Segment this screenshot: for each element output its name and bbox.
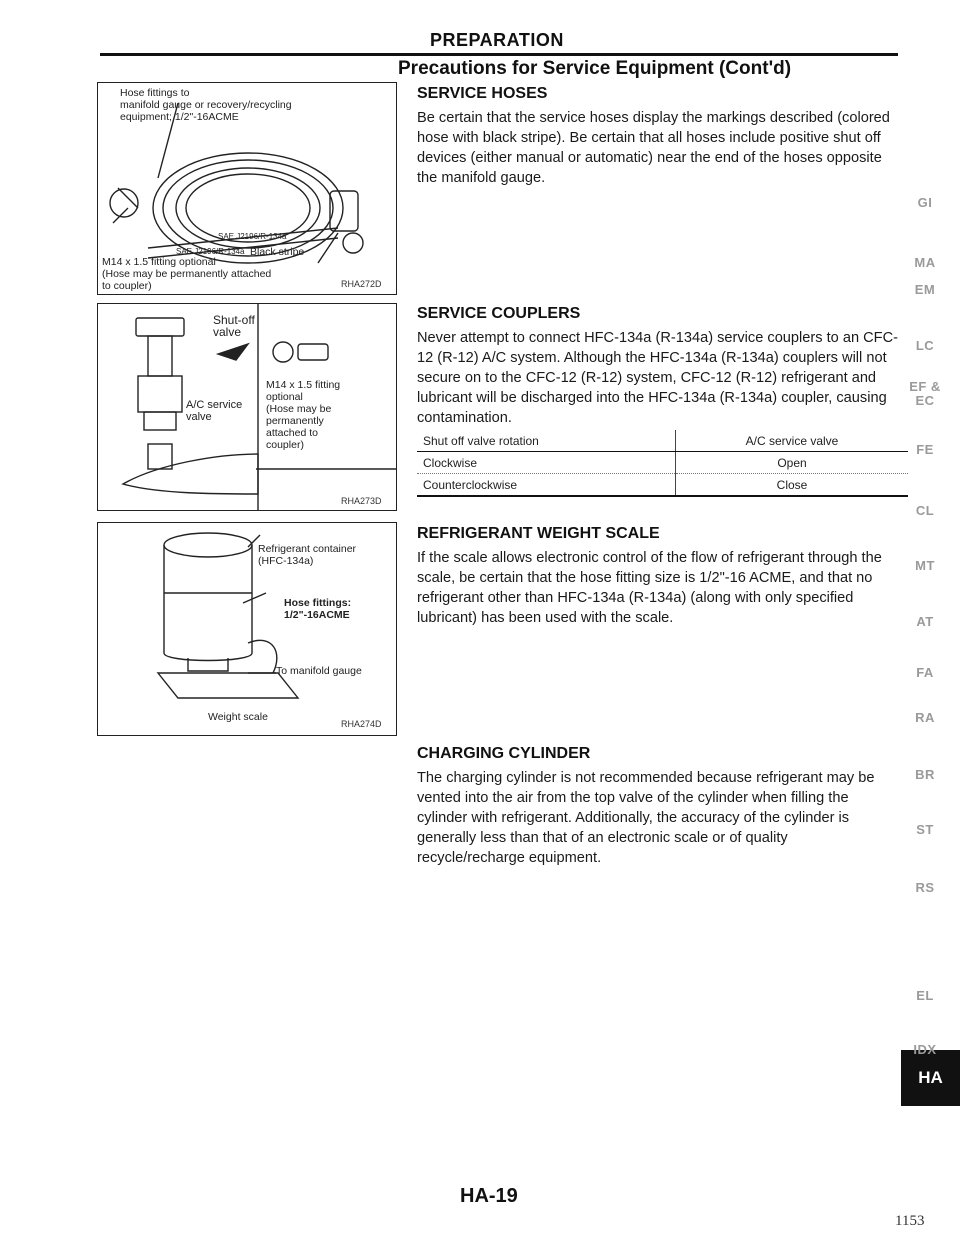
table-row bbox=[417, 474, 908, 497]
side-index-ma[interactable]: MA bbox=[914, 255, 936, 270]
valve-rotation-table bbox=[417, 430, 908, 497]
page-label: HA-19 bbox=[460, 1185, 518, 1207]
fig3-label-manifold: To manifold gauge bbox=[276, 665, 362, 677]
fig3-label-container: Refrigerant container (HFC-134a) bbox=[258, 543, 357, 567]
figure-shutoff-valve bbox=[97, 303, 397, 511]
heading-charging-cylinder: CHARGING CYLINDER bbox=[417, 745, 591, 762]
table-header-row bbox=[417, 430, 908, 452]
side-index-fe[interactable]: FE bbox=[916, 442, 934, 457]
side-index-st[interactable]: ST bbox=[916, 822, 934, 837]
fig3-label-scale: Weight scale bbox=[208, 711, 268, 723]
fig2-label-shutoff: Shut-off valve bbox=[213, 313, 255, 339]
table-header-rotation: Shut off valve rotation bbox=[417, 430, 676, 452]
page-header-title: PREPARATION bbox=[430, 30, 564, 50]
side-index-br[interactable]: BR bbox=[915, 767, 935, 782]
section-title: Precautions for Service Equipment (Cont'd) bbox=[398, 58, 792, 79]
side-index-lc[interactable]: LC bbox=[915, 338, 935, 353]
fig1-code: RHA272D bbox=[341, 279, 382, 289]
table-cell: Counterclockwise bbox=[417, 474, 676, 497]
heading-refrigerant-weight-scale: REFRIGERANT WEIGHT SCALE bbox=[417, 525, 660, 542]
fig1-label-fitting: M14 x 1.5 fitting optional (Hose may be permanently attached to coupler) bbox=[102, 256, 272, 292]
side-index-ra[interactable]: RA bbox=[915, 710, 935, 725]
fig1-label-fittings: Hose fittings to manifold gauge or recovery/recycling equipment; 1/2"-16ACME bbox=[120, 87, 292, 123]
fig2-label-acvalve: A/C service valve bbox=[186, 399, 243, 423]
table-header-valve: A/C service valve bbox=[676, 430, 909, 452]
fig3-label-fittings: Hose fittings: 1/2"-16ACME bbox=[284, 597, 352, 621]
side-index-em[interactable]: EM bbox=[914, 282, 936, 297]
side-index-fa[interactable]: FA bbox=[916, 665, 934, 680]
heading-service-hoses: SERVICE HOSES bbox=[417, 85, 548, 102]
side-index-idx[interactable]: IDX bbox=[913, 1042, 937, 1057]
side-index-el[interactable]: EL bbox=[916, 988, 934, 1003]
side-index-mt[interactable]: MT bbox=[915, 558, 935, 573]
side-index-gi[interactable]: GI bbox=[917, 195, 933, 210]
table-cell: Close bbox=[676, 474, 909, 497]
text-service-hoses: Be certain that the service hoses display the markings described (colored hose with black stripe). Be certain that all hoses include positive shut off devices (either manual or automatic) near the end of the hoses opposite the manifold gauge. bbox=[417, 110, 890, 186]
side-index-ef-ec[interactable]: EF & EC bbox=[909, 379, 941, 408]
fig3-code: RHA274D bbox=[341, 719, 382, 729]
table-cell: Open bbox=[676, 452, 909, 474]
table-cell: Clockwise bbox=[417, 452, 676, 474]
side-index-cl[interactable]: CL bbox=[915, 503, 935, 518]
fig1-label-stripe: Black stripe bbox=[250, 246, 305, 258]
header-rule bbox=[100, 53, 898, 56]
fig1-label-marking1: SAE J2196/R-134a bbox=[218, 232, 287, 241]
fig1-label-marking2: SAE J2196/R-134a bbox=[176, 247, 245, 256]
side-index-ha-active[interactable]: HA bbox=[901, 1050, 960, 1106]
text-service-couplers: Never attempt to connect HFC-134a (R-134a) service couplers to an CFC-12 (R-12) A/C system. Although the HFC-134a (R-134a) couplers will not secure on to the CFC-12 (R-12) system, CFC-12 (R-12) refrigerant and lubricant will be discharged into the HFC-134a (R-134a) coupler, causing contamination. bbox=[417, 330, 898, 426]
side-index-rs[interactable]: RS bbox=[915, 880, 935, 895]
side-index-at[interactable]: AT bbox=[916, 614, 934, 629]
figure-weight-scale bbox=[97, 522, 397, 736]
text-refrigerant-weight-scale: If the scale allows electronic control of the flow of refrigerant through the scale, be certain that the hose fitting size is 1/2"-16 ACME, and that no refrigerant other than HFC-134a (R-134a) (along with only specified lubricant) has been used with the scale. bbox=[417, 550, 882, 626]
fig2-code: RHA273D bbox=[341, 496, 382, 506]
text-charging-cylinder: The charging cylinder is not recommended because refrigerant may be vented into the air from the top valve of the cylinder when filling the cylinder with refrigerant. Additionally, the accuracy of the cylinder is generally less than that of an electronic scale or of quality recycle/recharge equipment. bbox=[417, 770, 875, 866]
table-row bbox=[417, 452, 908, 474]
page-number: 1153 bbox=[895, 1213, 925, 1229]
heading-service-couplers: SERVICE COUPLERS bbox=[417, 305, 581, 322]
figure-service-hose bbox=[97, 82, 397, 295]
fig2-label-fitting: M14 x 1.5 fitting optional (Hose may be permanently attached to coupler) bbox=[266, 379, 341, 451]
